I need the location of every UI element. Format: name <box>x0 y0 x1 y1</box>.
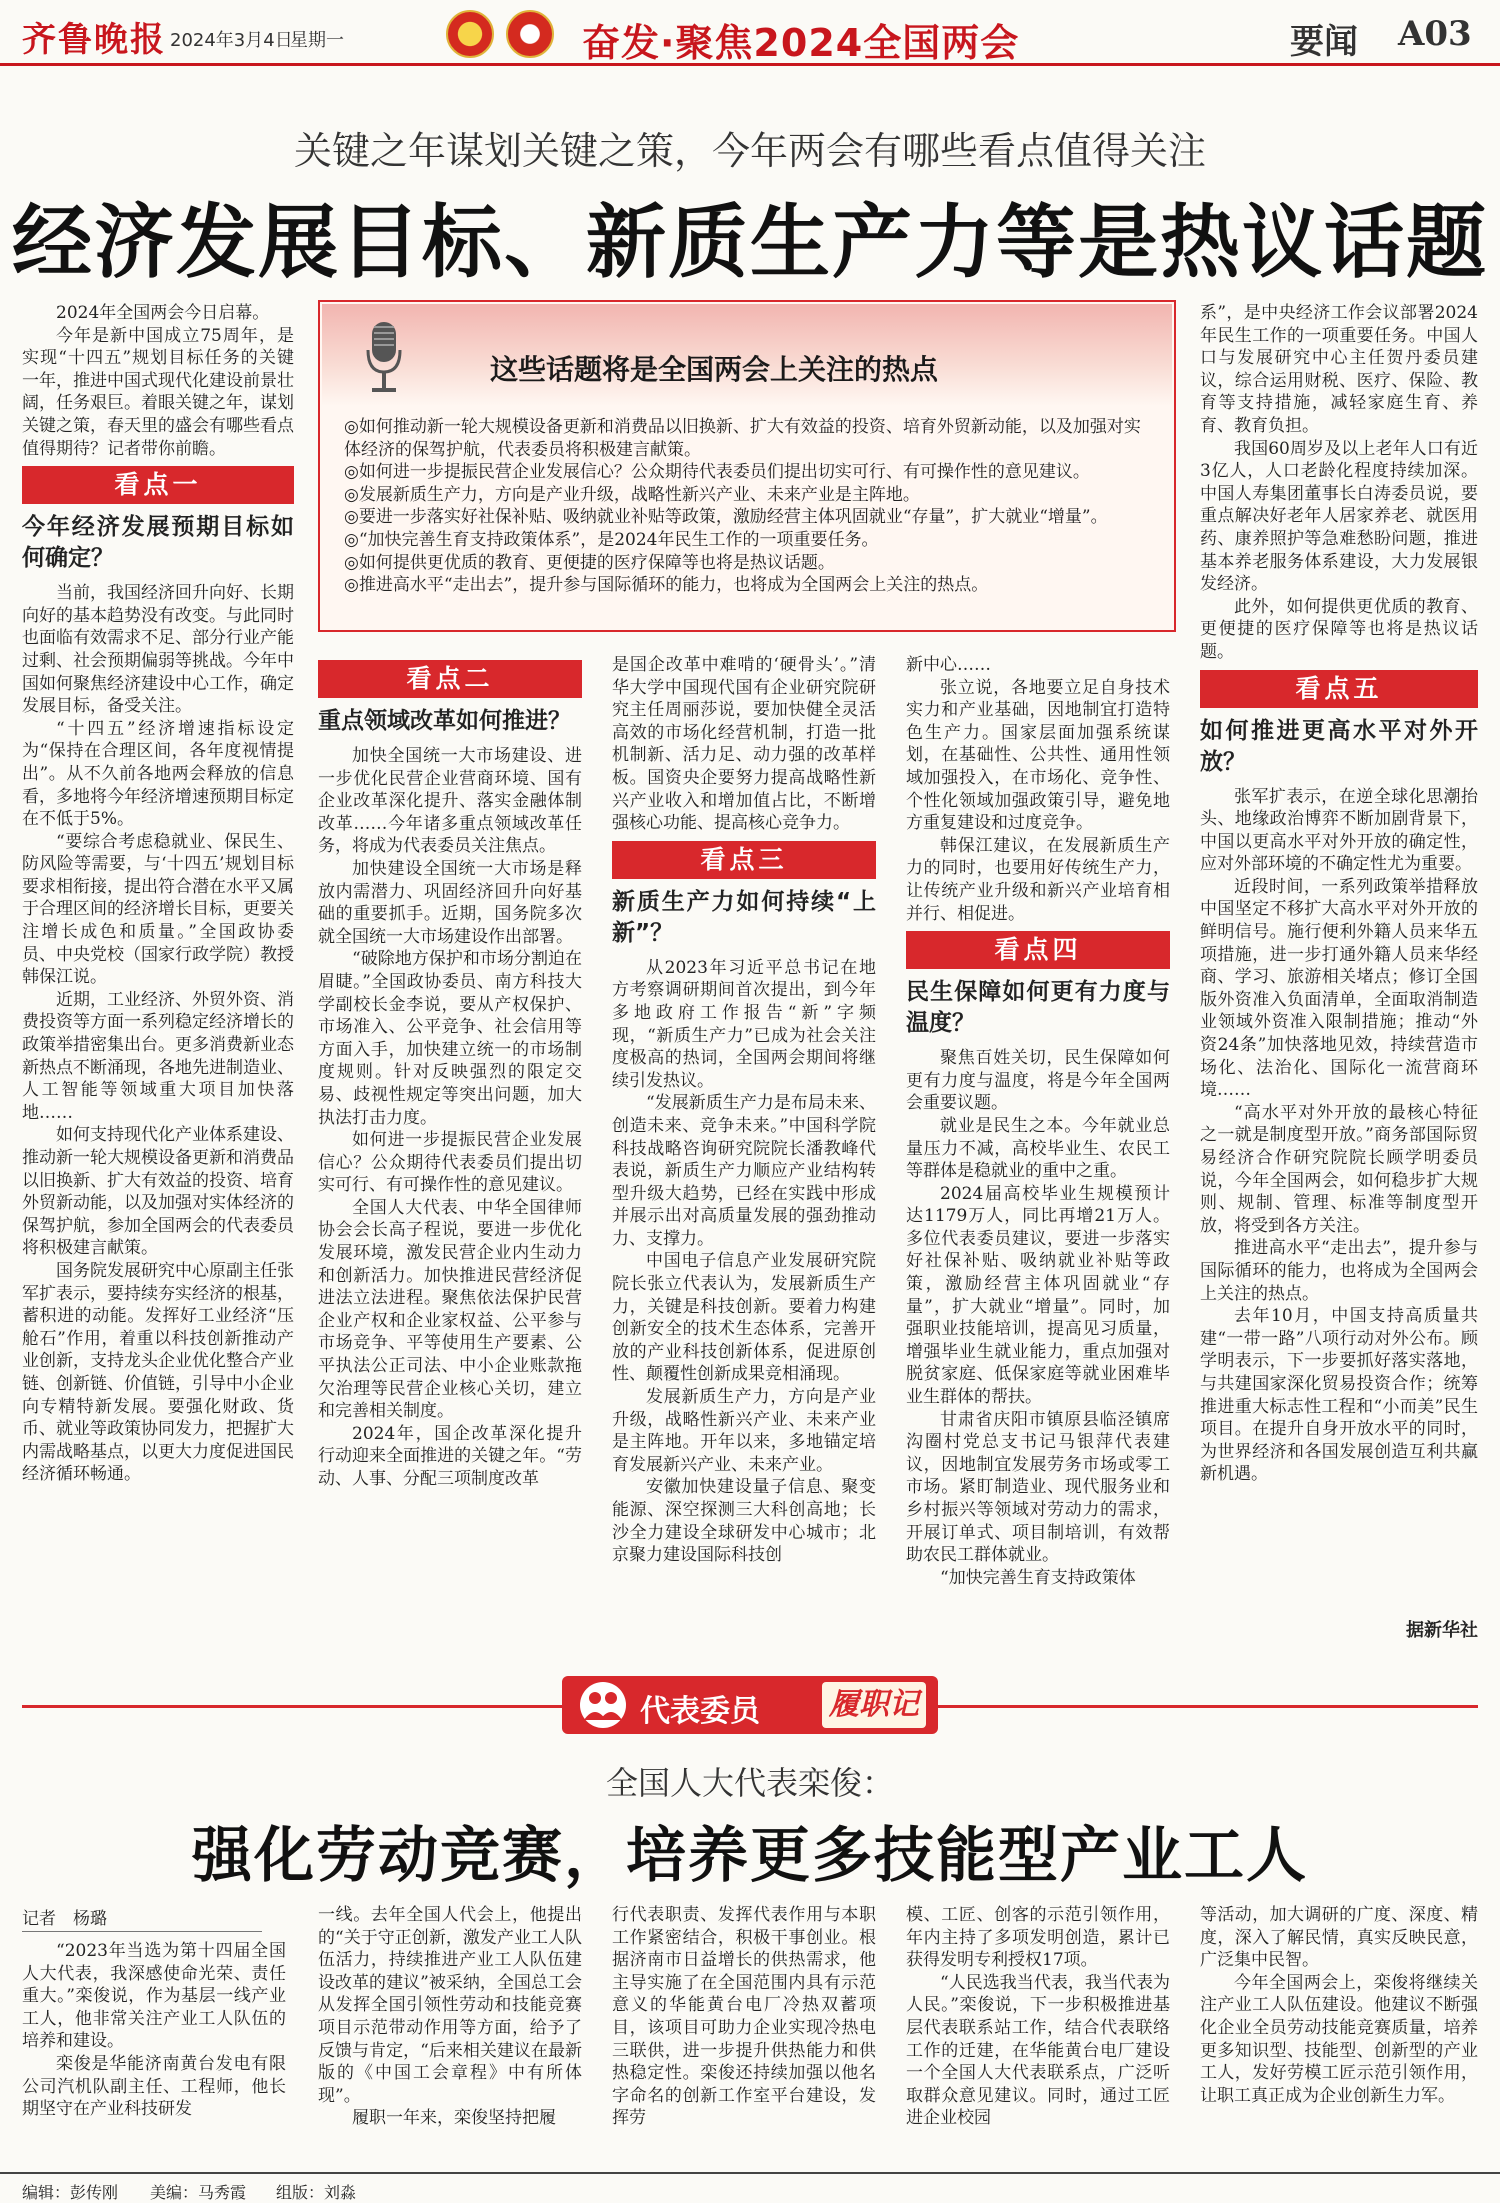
body-paragraph: 等活动，加大调研的广度、深度、精度，深入了解民情，真实反映民意，广泛集中民智。 <box>1200 1905 1478 1971</box>
body-paragraph: 韩保江建议，在发展新质生产力的同时，也要用好传统生产力，让传统产业升级和新兴产业培育相并行、相促进。 <box>906 835 1170 924</box>
column-3 <box>612 654 876 1567</box>
intro-paragraph: 2024年全国两会今日启幕。 <box>56 303 270 323</box>
footer-editor: 编辑：彭传刚 <box>22 2183 119 2202</box>
microphone-icon <box>364 320 404 396</box>
body-paragraph: 加快建设全国统一大市场是释放内需潜力、巩固经济回升向好基础的重要抓手。近期，国务院多次就全国统一大市场建设作出部署。 <box>318 858 582 947</box>
point-3-tag: 看点三 <box>612 841 876 879</box>
page-number: A03 <box>1398 14 1472 54</box>
body-paragraph: 从2023年习近平总书记在地方考察调研期间首次提出，到今年多地政府工作报告“新”字频现，“新质生产力”已成为社会关注度极高的热词，全国两会期间将继续引发热议。 <box>612 957 876 1091</box>
body-paragraph: 甘肃省庆阳市镇原县临泾镇席沟圈村党总支书记马银萍代表建议，因地制宜发展劳务市场或零工市场。紧盯制造业、现代服务业和乡村振兴等领域对劳动力的需求，开展订单式、项目制培训，有效帮助农民工群体就业。 <box>906 1409 1170 1566</box>
point-5-title: 如何推进更高水平对外开放？ <box>1200 717 1478 775</box>
band-title: 代表委员 <box>640 1694 760 1729</box>
body-paragraph: 张立说，各地要立足自身技术实力和产业基础，因地制宜打造特色生产力。国家层面加强系统谋划，在基础性、公共性、通用性领域加强投入，在市场化、竞争性、个性化领域加强政策引导，避免地方重复建设和过度竞争。 <box>906 677 1170 834</box>
point-4-tag: 看点四 <box>906 931 1170 969</box>
body-paragraph: “要综合考虑稳就业、保民生、防风险等需要，与‘十四五’规划目标要求相衔接，提出符合潜在水平又属于合理区间的经济增长目标，更要关注增长成色和质量。”全国政协委员、中央党校（国家行政学院）教授韩保江说。 <box>22 831 294 988</box>
body-paragraph: “破除地方保护和市场分割迫在眉睫。”全国政协委员、南方科技大学副校长金李说，要从产权保护、市场准入、公平竞争、社会信用等方面入手，加快建立统一的市场制度规则。针对反映强烈的限定交易、歧视性规定等突出问题，加大执法打击力度。 <box>318 949 582 1128</box>
body-paragraph: “十四五”经济增速指标设定为“保持在合理区间，各年度视情提出”。从不久前各地两会释放的信息看，多地将今年经济增速预期目标定在不低于5%。 <box>22 718 294 830</box>
people-icon <box>578 1680 628 1730</box>
body-paragraph: 新中心…… <box>906 655 991 675</box>
point-1-tag: 看点一 <box>22 466 294 504</box>
body-paragraph: 是国企改革中难啃的‘硬骨头’。”清华大学中国现代国有企业研究院研究主任周丽莎说，要加快健全灵活高效的市场化经营机制，打造一批机制新、活力足、动力强的改革样板。国资央企要努力提高战略性新兴产业收入和增加值占比，不断增强核心功能、提高核心竞争力。 <box>612 655 876 834</box>
body-paragraph: 全国人大代表、中华全国律师协会会长高子程说，要进一步优化发展环境，激发民营企业内生动力和创新活力。加快推进民营经济促进法立法进程。聚焦依法保护民营企业产权和企业家权益、公平参与市场竞争、平等使用生产要素、公平执法公正司法、中小企业账款拖欠治理等民营企业核心关切，建立和完善相关制度。 <box>318 1197 582 1422</box>
band-rule-right <box>938 1705 1478 1708</box>
footer-designer: 美编：马秀霞 <box>150 2183 247 2202</box>
article2-column-4 <box>906 1904 1170 2130</box>
issue-date: 2024年3月4日 <box>170 30 293 51</box>
page-footer <box>0 2172 1500 2202</box>
body-paragraph: 近期，工业经济、外贸外资、消费投资等方面一系列稳定经济增长的政策举措密集出台。更多消费新业态新热点不断涌现，各地先进制造业、人工智能等领域重大项目加快落地…… <box>22 989 294 1123</box>
hot-topics-title: 这些话题将是全国两会上关注的热点 <box>490 353 939 386</box>
point-2-title: 重点领域改革如何推进？ <box>318 708 571 734</box>
hot-topic-item: ◎如何进一步提振民营企业发展信心？公众期待代表委员们提出切实可行、有可操作性的意见建议。 <box>344 462 1090 483</box>
section-name: 要闻 <box>1290 22 1358 62</box>
hot-topic-item: ◎如何提供更优质的教育、更便捷的医疗保障等也将是热议话题。 <box>344 552 835 573</box>
column-5 <box>1200 302 1478 1486</box>
footer-proof: 组版：刘淼 <box>276 2183 357 2202</box>
body-paragraph: 推进高水平“走出去”，提升参与国际循环的能力，也将成为全国两会上关注的热点。 <box>1200 1238 1478 1304</box>
article-kicker: 关键之年谋划关键之策，今年两会有哪些看点值得关注 <box>293 129 1206 173</box>
body-paragraph: 一线。去年全国人代会上，他提出的“关于守正创新，激发产业工人队伍活力，持续推进产业工人队伍建设改革的建议”被采纳，全国总工会从发挥全国引领性劳动和技能竞赛项目示范带动作用等方面，给予了反馈与肯定，“后来相关建议在最新版的《中国工会章程》中有所体现”。 <box>318 1905 582 2106</box>
body-paragraph: 栾俊是华能济南黄台发电有限公司汽机队副主任、工程师，他长期坚守在产业科技研发 <box>22 2053 286 2120</box>
issue-weekday: 星期一 <box>290 30 344 51</box>
column-2 <box>318 654 582 1491</box>
body-paragraph: “人民选我当代表，我当代表为人民。”栾俊说，下一步积极推进基层代表联系站工作，结合代表联络工作的迁建，在华能黄台电厂建设一个全国人大代表联系点，广泛听取群众意见建议。同时，通过工匠进企业校园 <box>906 1972 1170 2129</box>
column-1 <box>22 302 294 1486</box>
point-3-title: 新质生产力如何持续“上新”？ <box>612 888 876 946</box>
point-1-title: 今年经济发展预期目标如何确定？ <box>22 514 294 572</box>
news-source: 据新华社 <box>1406 1620 1478 1641</box>
band-rule-left <box>22 1705 562 1708</box>
article2-column-5 <box>1200 1904 1478 2107</box>
body-paragraph: “高水平对外开放的最核心特征之一就是制度型开放。”商务部国际贸易经济合作研究院院长顾学明委员说，今年全国两会，如何稳步扩大规则、规制、管理、标准等制度型开放，将受到各方关注。 <box>1200 1102 1478 1236</box>
hot-topic-item: ◎“加快完善生育支持政策体系”，是2024年民生工作的一项重要任务。 <box>344 529 879 550</box>
article2-byline: 记者 杨璐 <box>22 1904 262 1932</box>
article-headline: 经济发展目标、新质生产力等是热议话题 <box>12 195 1488 289</box>
body-paragraph: 履职一年来，栾俊坚持把履 <box>352 2108 556 2129</box>
body-paragraph: 就业是民生之本。今年就业总量压力不减，高校毕业生、农民工等群体是稳就业的重中之重。 <box>906 1115 1170 1182</box>
body-paragraph: 去年10月，中国支持高质量共建“一带一路”八项行动对外公布。顾学明表示，下一步要抓好落实落地，与共建国家深化贸易投资合作；统筹推进重大标志性工程和“小而美”民生项目。在提升自身开放水平的同时，为世界经济和各国发展创造互利共赢新机遇。 <box>1200 1306 1478 1485</box>
hot-topics-list <box>344 416 1156 597</box>
column-4 <box>906 654 1170 1589</box>
body-paragraph: 今年全国两会上，栾俊将继续关注产业工人队伍建设。他建议不断强化企业全员劳动技能竞赛质量，培养更多知识型、技能型、创新型的产业工人，发好劳模工匠示范引领作用，让职工真正成为企业创新生力军。 <box>1200 1972 1478 2106</box>
hot-topic-item: ◎如何推动新一轮大规模设备更新和消费品以旧换新、扩大有效益的投资、培育外贸新动能，以及加强对实体经济的保驾护航，代表委员将积极建言献策。 <box>344 417 1141 460</box>
article2-kicker: 全国人大代表栾俊： <box>605 1764 894 1802</box>
body-paragraph: 安徽加快建设量子信息、聚变能源、深空探测三大科创高地；长沙全力建设全球研发中心城市；北京聚力建设国际科技创 <box>612 1477 876 1566</box>
body-paragraph: 此外，如何提供更优质的教育、更便捷的医疗保障等也将是热议话题。 <box>1200 596 1478 662</box>
body-paragraph: 我国60周岁及以上老年人口有近3亿人，人口老龄化程度持续加深。中国人寿集团董事长白涛委员说，要重点解决好老年人居家养老、就医用药、康养照护等急难愁盼问题，推进基本养老服务体系建设，大力发展银发经济。 <box>1200 438 1478 595</box>
body-paragraph: “2023年当选为第十四届全国人大代表，我深感使命光荣、责任重大。”栾俊说，作为基层一线产业工人，他非常关注产业工人队伍的培养和建设。 <box>22 1941 286 2052</box>
body-paragraph: 中国电子信息产业发展研究院院长张立代表认为，发展新质生产力，关键是科技创新。要着力构建创新安全的技术生态体系，完善开放的产业科技创新体系，促进原创性、颠覆性创新成果竞相涌现。 <box>612 1251 876 1385</box>
article2-column-3 <box>612 1904 876 2130</box>
intro-paragraph: 今年是新中国成立75周年，是实现“十四五”规划目标任务的关键一年，推进中国式现代化建设前景壮阔，任务艰巨。着眼关键之年，谋划关键之策，春天里的盛会有哪些看点值得期待？记者带你前瞻。 <box>22 325 294 459</box>
hot-topics-box <box>318 300 1176 632</box>
body-paragraph: “加快完善生育支持政策体 <box>940 1567 1136 1588</box>
body-paragraph: “发展新质生产力是布局未来、创造未来、竞争未来。”中国科学院科技战略咨询研究院院长潘教峰代表说，新质生产力顺应产业结构转型升级大趋势，已经在实践中形成并展示出对高质量发展的强劲推动力、支撑力。 <box>612 1093 876 1249</box>
article2-column-1 <box>22 1940 286 2121</box>
national-emblem-icon <box>446 10 494 58</box>
body-paragraph: 模、工匠、创客的示范引领作用，年内主持了多项发明创造，累计已获得发明专利授权17项。 <box>906 1905 1170 1971</box>
body-paragraph: 聚焦百姓关切，民生保障如何更有力度与温度，将是今年全国两会重要议题。 <box>906 1048 1170 1114</box>
body-paragraph: 国务院发展研究中心原副主任张军扩表示，要持续夯实经济的根基，蓄积进的动能。发挥好工业经济“压舱石”作用，着重以科技创新推动产业创新，支持龙头企业优化整合产业链、创新链、价值链，引导中小企业向专精特新发展。要强化财政、货币、就业等政策协同发力，把握扩大内需战略基点，以更大力度促进国民经济循环畅通。 <box>22 1260 294 1485</box>
body-paragraph: 加快全国统一大市场建设、进一步优化民营企业营商环境、国有企业改革深化提升、落实金融体制改革……今年诸多重点领域改革任务，将成为代表委员关注焦点。 <box>318 746 582 857</box>
body-paragraph: 近段时间，一系列政策举措释放中国坚定不移扩大高水平对外开放的鲜明信号。施行便利外籍人员来华五项措施，进一步打通外籍人员来华经商、学习、旅游相关堵点；修订全国版外资准入负面清单，全面取消制造业领域外资准入限制措施；推动“外资24条”加快落地见效，持续营造市场化、法治化、国际化一流营商环境…… <box>1200 876 1478 1101</box>
point-4-title: 民生保障如何更有力度与温度？ <box>906 979 1170 1037</box>
article2-headline: 强化劳动竞赛，培养更多技能型产业工人 <box>192 1821 1308 1891</box>
body-paragraph: 如何进一步提振民营企业发展信心？公众期待代表委员们提出切实可行、有可操作性的意见建议。 <box>318 1130 582 1196</box>
body-paragraph: 系”，是中央经济工作会议部署2024年民生工作的一项重要任务。中国人口与发展研究中心主任贺丹委员建议，综合运用财税、医疗、保险、教育等支持措施，减轻家庭生育、养育、教育负担。 <box>1200 303 1478 436</box>
point-2-tag: 看点二 <box>318 660 582 698</box>
article2-column-2 <box>318 1904 582 2130</box>
hot-topic-item: ◎要进一步落实好社保补贴、吸纳就业补贴等政策，激励经营主体巩固就业“存量”，扩大就业“增量”。 <box>344 507 1108 528</box>
body-paragraph: 张军扩表示，在逆全球化思潮抬头、地缘政治博弈不断加剧背景下，中国以更高水平对外开放的确定性，应对外部环境的不确定性尤为重要。 <box>1200 786 1478 875</box>
body-paragraph: 发展新质生产力，方向是产业升级，战略性新兴产业、未来产业是主阵地。开年以来，多地锚定培育发展新兴产业、未来产业。 <box>612 1387 876 1475</box>
point-5-tag: 看点五 <box>1200 670 1478 708</box>
body-paragraph: 如何支持现代化产业体系建设、推动新一轮大规模设备更新和消费品以旧换新、扩大有效益的投资、培育外贸新动能，以及加强对实体经济的保驾护航，参加全国两会的代表委员将积极建言献策。 <box>22 1125 294 1259</box>
band-script-title: 履职记 <box>822 1682 926 1728</box>
body-paragraph: 当前，我国经济回升向好、长期向好的基本趋势没有改变。与此同时也面临有效需求不足、部分行业产能过剩、社会预期偏弱等挑战。今年中国如何聚焦经济建设中心工作，确定发展目标，备受关注。 <box>22 583 294 717</box>
body-paragraph: 2024届高校毕业生规模预计达1179万人，同比再增21万人。多位代表委员建议，要进一步落实好社保补贴、吸纳就业补贴等政策，激励经营主体巩固就业“存量”，扩大就业“增量”。同时，加强职业技能培训，提高见习质量，增强毕业生就业能力，重点加强对脱贫家庭、低保家庭等就业困难毕业生群体的帮扶。 <box>906 1183 1170 1408</box>
paper-name: 齐鲁晚报 <box>22 20 166 60</box>
hot-topic-item: ◎推进高水平“走出去”，提升参与国际循环的能力，也将成为全国两会上关注的热点。 <box>344 575 989 596</box>
special-theme-title: 奋发·聚焦2024全国两会 <box>582 21 1020 65</box>
body-paragraph: 2024年，国企改革深化提升行动迎来全面推进的关键之年。“劳动、人事、分配三项制度改革 <box>318 1423 582 1489</box>
hot-topic-item: ◎发展新质生产力，方向是产业升级，战略性新兴产业、未来产业是主阵地。 <box>344 484 920 505</box>
body-paragraph: 行代表职责、发挥代表作用与本职工作紧密结合，积极干事创业。根据济南市日益增长的供热需求，他主导实施了在全国范围内具有示范意义的华能黄台电厂冷热双蓄项目，该项目可助力企业实现冷热电三联供，进一步提升供热能力和供热稳定性。栾俊还持续加强以他名字命名的创新工作室平台建设，发挥劳 <box>612 1905 876 2129</box>
cppcc-emblem-icon <box>506 10 554 58</box>
